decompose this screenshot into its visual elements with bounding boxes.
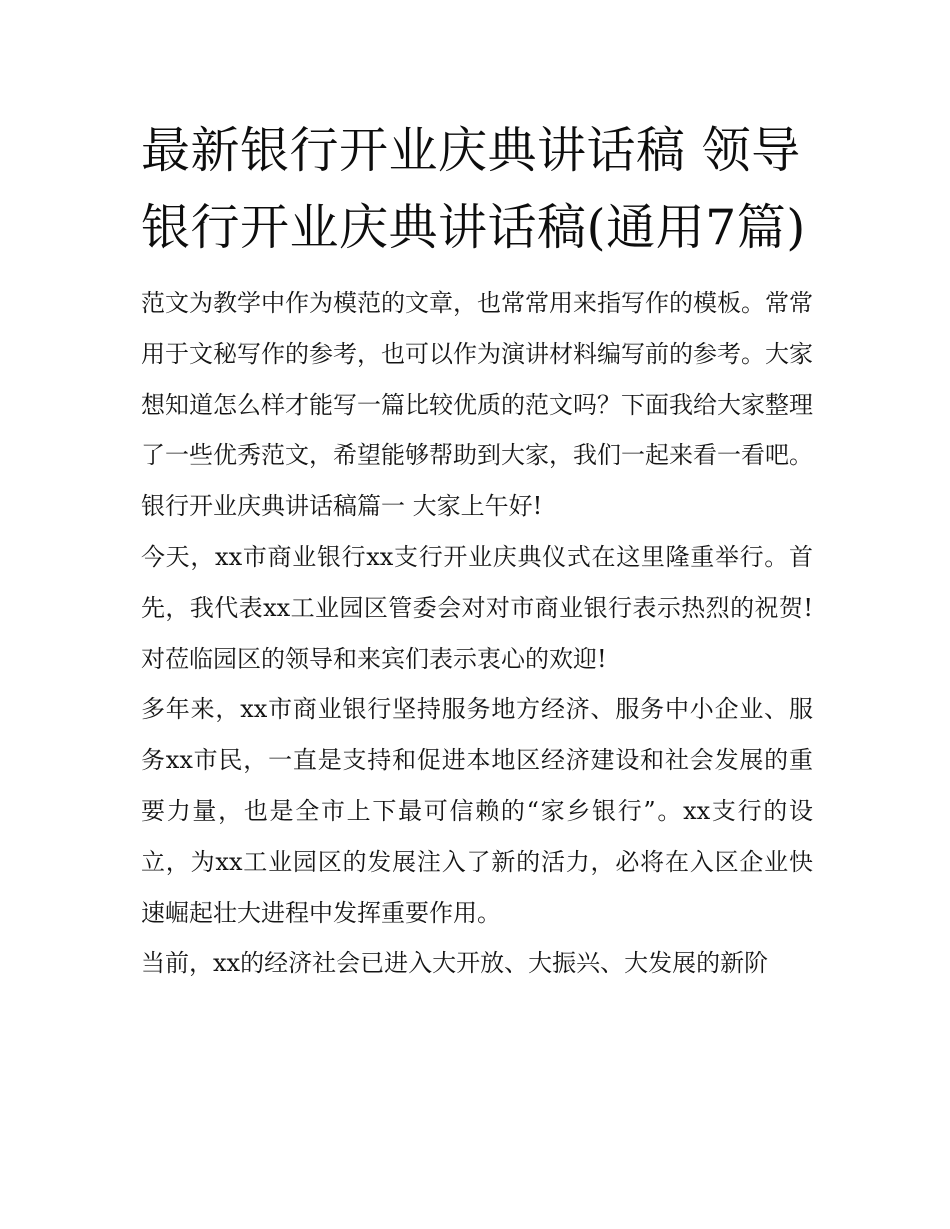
document-title: 最新银行开业庆典讲话稿 领导银行开业庆典讲话稿(通用7篇) [141,122,806,256]
paragraph-opening: 今天，xx市商业银行xx支行开业庆典仪式在这里隆重举行。首先，我代表xx工业园区管委会对对市商业银行表示热烈的祝贺!对莅临园区的领导和来宾们表示衷心的欢迎! [141,542,813,673]
paragraph-bank-role: 多年来，xx市商业银行坚持服务地方经济、服务中小企业、服务xx市民，一直是支持和促进本地区经济建设和社会发展的重要力量，也是全市上下最可信赖的“家乡银行”。xx支行的设立，为xx工业园区的发展注入了新的活力，必将在入区企业快速崛起壮大进程中发挥重要作用。 [141,695,813,927]
document-content [141,112,813,989]
paragraph-current-stage: 当前，xx的经济社会已进入大开放、大振兴、大发展的新阶 [141,949,769,978]
paragraph-section-heading: 银行开业庆典讲话稿篇一 大家上午好! [141,492,543,521]
document-body [141,278,813,989]
paragraph-intro: 范文为教学中作为模范的文章，也常常用来指写作的模板。常常用于文秘写作的参考，也可以作为演讲材料编写前的参考。大家想知道怎么样才能写一篇比较优质的范文吗？下面我给大家整理了一些优秀范文，希望能够帮助到大家，我们一起来看一看吧。 [141,289,813,470]
